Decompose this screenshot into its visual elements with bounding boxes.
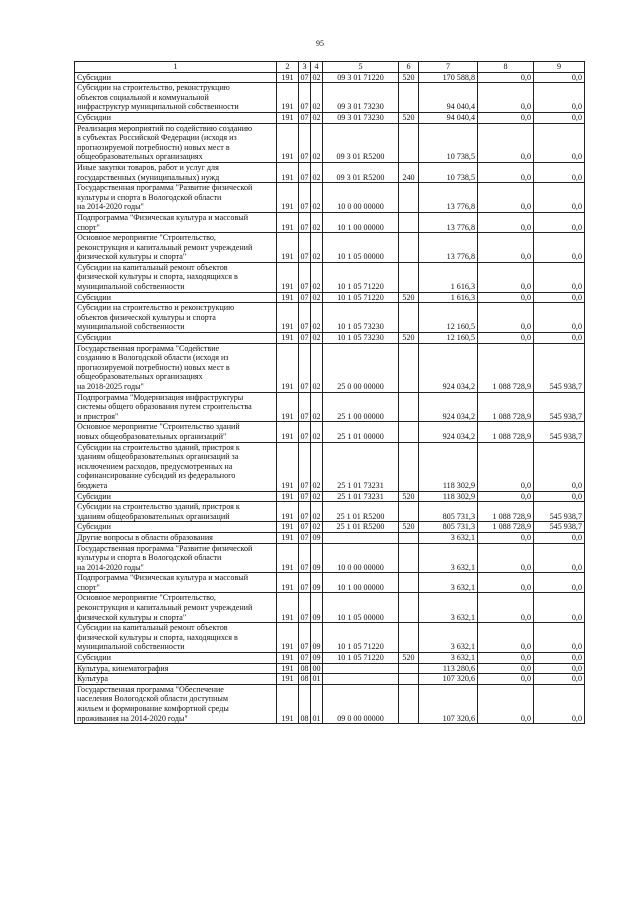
amount-col9-cell: 0,0 bbox=[534, 653, 585, 664]
amount-col7-cell: 13 776,8 bbox=[419, 183, 478, 213]
section-code-cell: 07 bbox=[299, 392, 311, 422]
section-code-cell: 07 bbox=[299, 233, 311, 263]
amount-col9-cell: 0,0 bbox=[534, 72, 585, 83]
target-article-cell bbox=[323, 674, 399, 685]
section-code-cell: 07 bbox=[300, 333, 309, 343]
expense-type-cell bbox=[399, 123, 419, 162]
amount-col7-cell: 118 302,9 bbox=[419, 442, 478, 491]
amount-col8-cell: 0,0 bbox=[478, 623, 534, 653]
column-header: 4 bbox=[311, 62, 323, 73]
page-number: 95 bbox=[316, 39, 324, 48]
admin-code-cell: 191 bbox=[277, 663, 299, 674]
row-name-cell: Субсидии на капитальный ремонт объектов физической культуры и спорта, находящихся в муниципальной собственности bbox=[75, 262, 277, 292]
table-row bbox=[75, 653, 585, 664]
row-name-cell: Подпрограмма "Физическая культура и массовый спорт" bbox=[75, 212, 277, 232]
amount-col7-cell: 1 616,3 bbox=[419, 262, 478, 292]
subsection-code-cell: 02 bbox=[312, 522, 321, 532]
expense-type-cell: 520 bbox=[399, 72, 419, 83]
table-row bbox=[75, 491, 585, 502]
subsection-code-cell: 02 bbox=[311, 123, 323, 162]
admin-code-cell: 191 bbox=[277, 674, 299, 685]
target-article-cell: 10 1 05 73230 bbox=[323, 333, 399, 344]
admin-code-cell: 191 bbox=[277, 112, 299, 123]
row-name-cell: Государственная программа "Развитие физической культуры и спорта в Вологодской области на 2014-2020 годы" bbox=[75, 543, 277, 573]
table-row bbox=[75, 663, 585, 674]
amount-col8-cell: 0,0 bbox=[478, 573, 534, 593]
table-row bbox=[75, 162, 585, 182]
subsection-code-cell: 02 bbox=[311, 502, 323, 522]
subsection-code-cell: 02 bbox=[312, 333, 321, 343]
section-code-cell: 07 bbox=[300, 292, 309, 302]
target-article-cell: 25 1 01 R5200 bbox=[323, 502, 399, 522]
table-row bbox=[75, 522, 585, 533]
admin-code-cell: 191 bbox=[277, 292, 299, 303]
expense-type-cell bbox=[399, 83, 419, 113]
table-row bbox=[75, 623, 585, 653]
amount-col8-cell: 1 088 728,9 bbox=[478, 343, 534, 392]
target-article-cell: 25 1 01 R5200 bbox=[323, 522, 399, 533]
target-article-cell: 09 3 01 73230 bbox=[323, 83, 399, 113]
column-header: 8 bbox=[478, 62, 534, 73]
column-header: 3 bbox=[299, 62, 311, 73]
amount-col8-cell: 0,0 bbox=[478, 262, 534, 292]
amount-col7-cell: 3 632,1 bbox=[419, 543, 478, 573]
subsection-code-cell: 09 bbox=[311, 593, 323, 623]
amount-col9-cell: 0,0 bbox=[534, 674, 585, 685]
amount-col9-cell: 0,0 bbox=[534, 573, 585, 593]
row-name-cell: Подпрограмма "Физическая культура и массовый спорт" bbox=[75, 573, 277, 593]
expense-type-cell bbox=[399, 663, 419, 674]
section-code-cell: 08 bbox=[300, 663, 309, 673]
amount-col9-cell: 545 938,7 bbox=[534, 422, 585, 442]
row-name-cell: Основное мероприятие "Строительство, реконструкция и капитальный ремонт учреждений физической культуры и спорта" bbox=[75, 593, 277, 623]
admin-code-cell: 191 bbox=[277, 83, 299, 113]
amount-col8-cell: 0,0 bbox=[478, 593, 534, 623]
expense-type-cell bbox=[399, 573, 419, 593]
table-row bbox=[75, 684, 585, 723]
subsection-code-cell: 09 bbox=[311, 543, 323, 573]
section-code-cell: 07 bbox=[300, 653, 309, 663]
table-header-row bbox=[75, 62, 585, 73]
subsection-code-cell: 01 bbox=[311, 684, 323, 723]
row-name-cell: Культура, кинематография bbox=[75, 663, 277, 674]
subsection-code-cell: 02 bbox=[311, 83, 323, 113]
table-row bbox=[75, 233, 585, 263]
subsection-code-cell: 02 bbox=[311, 233, 323, 263]
column-header: 5 bbox=[323, 62, 399, 73]
row-name-cell: Субсидии bbox=[75, 653, 277, 664]
amount-col7-cell: 12 160,5 bbox=[419, 333, 478, 344]
amount-col8-cell: 0,0 bbox=[478, 303, 534, 333]
target-article-cell: 25 1 00 00000 bbox=[323, 392, 399, 422]
budget-table bbox=[74, 61, 585, 724]
column-header: 9 bbox=[534, 62, 585, 73]
row-name-cell: Субсидии bbox=[75, 491, 277, 502]
amount-col7-cell: 3 632,1 bbox=[419, 653, 478, 664]
amount-col7-cell: 94 040,4 bbox=[419, 112, 478, 123]
admin-code-cell: 191 bbox=[277, 72, 299, 83]
expense-type-cell bbox=[399, 212, 419, 232]
subsection-code-cell: 09 bbox=[311, 623, 323, 653]
target-article-cell: 25 1 01 73231 bbox=[323, 491, 399, 502]
admin-code-cell: 191 bbox=[277, 684, 299, 723]
amount-col8-cell: 0,0 bbox=[478, 292, 534, 303]
target-article-cell: 25 1 01 00000 bbox=[323, 422, 399, 442]
section-code-cell: 08 bbox=[300, 674, 309, 684]
row-name-cell: Реализация мероприятий по содействию созданию в субъектах Российской Федерации (исходя из прогнозируемой потребности) новых мест в общеобразовательных организациях bbox=[75, 123, 277, 162]
section-code-cell: 07 bbox=[299, 593, 311, 623]
amount-col7-cell: 12 160,5 bbox=[419, 303, 478, 333]
amount-col8-cell: 1 088 728,9 bbox=[478, 392, 534, 422]
subsection-code-cell: 02 bbox=[311, 343, 323, 392]
admin-code-cell: 191 bbox=[277, 333, 299, 344]
table-row bbox=[75, 392, 585, 422]
amount-col7-cell: 94 040,4 bbox=[419, 83, 478, 113]
subsection-code-cell: 02 bbox=[312, 491, 321, 501]
row-name-cell: Другие вопросы в области образования bbox=[75, 532, 277, 543]
amount-col8-cell: 0,0 bbox=[478, 212, 534, 232]
expense-type-cell: 520 bbox=[399, 292, 419, 303]
amount-col9-cell: 545 938,7 bbox=[534, 502, 585, 522]
amount-col9-cell: 545 938,7 bbox=[534, 343, 585, 392]
row-name-cell: Культура bbox=[75, 674, 277, 685]
row-name-cell: Основное мероприятие "Строительство зданий новых общеобразовательных организаций" bbox=[75, 422, 277, 442]
admin-code-cell: 191 bbox=[277, 183, 299, 213]
amount-col7-cell: 13 776,8 bbox=[419, 212, 478, 232]
section-code-cell: 07 bbox=[300, 112, 309, 122]
amount-col7-cell: 113 280,6 bbox=[419, 663, 478, 674]
section-code-cell: 07 bbox=[299, 303, 311, 333]
amount-col9-cell: 545 938,7 bbox=[534, 392, 585, 422]
amount-col7-cell: 3 632,1 bbox=[419, 593, 478, 623]
target-article-cell: 09 3 01 71220 bbox=[323, 72, 399, 83]
amount-col8-cell: 0,0 bbox=[478, 491, 534, 502]
row-name-cell: Государственная программа "Развитие физической культуры и спорта в Вологодской области на 2014-2020 годы" bbox=[75, 183, 277, 213]
amount-col9-cell: 0,0 bbox=[534, 83, 585, 113]
expense-type-cell bbox=[399, 593, 419, 623]
table-row bbox=[75, 123, 585, 162]
admin-code-cell: 191 bbox=[277, 653, 299, 664]
target-article-cell: 10 1 00 00000 bbox=[323, 573, 399, 593]
amount-col7-cell: 3 632,1 bbox=[419, 573, 478, 593]
admin-code-cell: 191 bbox=[277, 573, 299, 593]
subsection-code-cell: 09 bbox=[312, 532, 321, 542]
target-article-cell bbox=[323, 532, 399, 543]
table-row bbox=[75, 292, 585, 303]
amount-col9-cell: 0,0 bbox=[534, 233, 585, 263]
section-code-cell: 07 bbox=[300, 532, 309, 542]
expense-type-cell: 240 bbox=[399, 162, 419, 182]
amount-col7-cell: 3 632,1 bbox=[419, 623, 478, 653]
section-code-cell: 07 bbox=[299, 83, 311, 113]
admin-code-cell: 191 bbox=[277, 543, 299, 573]
section-code-cell: 07 bbox=[300, 491, 309, 501]
amount-col9-cell: 0,0 bbox=[534, 262, 585, 292]
target-article-cell: 10 0 00 00000 bbox=[323, 183, 399, 213]
amount-col9-cell: 0,0 bbox=[534, 333, 585, 344]
section-code-cell: 07 bbox=[299, 183, 311, 213]
amount-col8-cell: 0,0 bbox=[478, 333, 534, 344]
admin-code-cell: 191 bbox=[277, 233, 299, 263]
subsection-code-cell: 00 bbox=[312, 663, 321, 673]
row-name-cell: Субсидии на строительство зданий, пристроя к зданиям общеобразовательных организаций bbox=[75, 502, 277, 522]
table-row bbox=[75, 262, 585, 292]
amount-col8-cell: 0,0 bbox=[478, 123, 534, 162]
subsection-code-cell: 02 bbox=[312, 292, 321, 302]
amount-col9-cell: 0,0 bbox=[534, 442, 585, 491]
amount-col8-cell: 1 088 728,9 bbox=[478, 422, 534, 442]
row-name-cell: Основное мероприятие "Строительство, реконструкция и капитальный ремонт учреждений физической культуры и спорта" bbox=[75, 233, 277, 263]
target-article-cell: 10 1 00 00000 bbox=[323, 212, 399, 232]
expense-type-cell bbox=[399, 543, 419, 573]
table-row bbox=[75, 502, 585, 522]
expense-type-cell: 520 bbox=[399, 112, 419, 123]
amount-col8-cell: 0,0 bbox=[478, 543, 534, 573]
subsection-code-cell: 09 bbox=[312, 653, 321, 663]
amount-col9-cell: 0,0 bbox=[534, 684, 585, 723]
expense-type-cell bbox=[399, 303, 419, 333]
row-name-cell: Субсидии bbox=[75, 292, 277, 303]
amount-col7-cell: 118 302,9 bbox=[419, 491, 478, 502]
target-article-cell: 09 3 01 R5200 bbox=[323, 123, 399, 162]
table-row bbox=[75, 593, 585, 623]
amount-col8-cell: 0,0 bbox=[478, 112, 534, 123]
expense-type-cell: 520 bbox=[399, 491, 419, 502]
admin-code-cell: 191 bbox=[277, 422, 299, 442]
amount-col9-cell: 0,0 bbox=[534, 532, 585, 543]
amount-col9-cell: 0,0 bbox=[534, 112, 585, 123]
admin-code-cell: 191 bbox=[277, 262, 299, 292]
amount-col8-cell: 0,0 bbox=[478, 684, 534, 723]
table-row bbox=[75, 442, 585, 491]
section-code-cell: 07 bbox=[299, 162, 311, 182]
amount-col7-cell: 924 034,2 bbox=[419, 422, 478, 442]
expense-type-cell bbox=[399, 233, 419, 263]
row-name-cell: Субсидии на строительство зданий, пристроя к зданиям общеобразовательных организаций за исключением расходов, предусмотренных на софинансирование субсидий из федерального бюджета bbox=[75, 442, 277, 491]
amount-col7-cell: 3 632,1 bbox=[419, 532, 478, 543]
target-article-cell: 10 1 05 71220 bbox=[323, 292, 399, 303]
amount-col9-cell: 0,0 bbox=[534, 491, 585, 502]
amount-col9-cell: 0,0 bbox=[534, 292, 585, 303]
amount-col7-cell: 1 616,3 bbox=[419, 292, 478, 303]
amount-col7-cell: 170 588,8 bbox=[419, 72, 478, 83]
expense-type-cell: 520 bbox=[399, 522, 419, 533]
expense-type-cell bbox=[399, 684, 419, 723]
section-code-cell: 07 bbox=[299, 343, 311, 392]
column-header: 6 bbox=[399, 62, 419, 73]
expense-type-cell bbox=[399, 392, 419, 422]
target-article-cell: 10 1 05 71220 bbox=[323, 262, 399, 292]
target-article-cell: 10 1 05 00000 bbox=[323, 593, 399, 623]
table-row bbox=[75, 343, 585, 392]
expense-type-cell: 520 bbox=[399, 653, 419, 664]
row-name-cell: Субсидии на строительство и реконструкцию объектов физической культуры и спорта муниципальной собственности bbox=[75, 303, 277, 333]
expense-type-cell bbox=[399, 623, 419, 653]
target-article-cell: 10 1 05 00000 bbox=[323, 233, 399, 263]
table-row bbox=[75, 674, 585, 685]
subsection-code-cell: 02 bbox=[311, 183, 323, 213]
subsection-code-cell: 02 bbox=[311, 442, 323, 491]
amount-col7-cell: 805 731,3 bbox=[419, 502, 478, 522]
row-name-cell: Субсидии bbox=[75, 333, 277, 344]
section-code-cell: 07 bbox=[299, 543, 311, 573]
expense-type-cell bbox=[399, 183, 419, 213]
amount-col8-cell: 0,0 bbox=[478, 442, 534, 491]
amount-col8-cell: 0,0 bbox=[478, 72, 534, 83]
row-name-cell: Субсидии на строительство, реконструкцию объектов социальной и коммунальной инфраструктур муниципальной собственности bbox=[75, 83, 277, 113]
target-article-cell bbox=[323, 663, 399, 674]
amount-col8-cell: 0,0 bbox=[478, 663, 534, 674]
row-name-cell: Субсидии bbox=[75, 72, 277, 83]
amount-col9-cell: 0,0 bbox=[534, 593, 585, 623]
amount-col8-cell: 1 088 728,9 bbox=[478, 522, 534, 533]
column-header: 7 bbox=[419, 62, 478, 73]
table-row bbox=[75, 532, 585, 543]
expense-type-cell bbox=[399, 343, 419, 392]
expense-type-cell bbox=[399, 422, 419, 442]
subsection-code-cell: 02 bbox=[311, 303, 323, 333]
section-code-cell: 08 bbox=[299, 684, 311, 723]
row-name-cell: Субсидии на капитальный ремонт объектов физической культуры и спорта, находящихся в муниципальной собственности bbox=[75, 623, 277, 653]
expense-type-cell bbox=[399, 442, 419, 491]
target-article-cell: 10 1 05 71220 bbox=[323, 653, 399, 664]
amount-col7-cell: 924 034,2 bbox=[419, 343, 478, 392]
section-code-cell: 07 bbox=[299, 573, 311, 593]
admin-code-cell: 191 bbox=[277, 623, 299, 653]
row-name-cell: Государственная программа "Обеспечение населения Вологодской области доступным жильем и формирование комфортной среды проживания на 2014-2020 годы" bbox=[75, 684, 277, 723]
admin-code-cell: 191 bbox=[277, 442, 299, 491]
section-code-cell: 07 bbox=[299, 623, 311, 653]
amount-col9-cell: 0,0 bbox=[534, 183, 585, 213]
target-article-cell: 09 0 00 00000 bbox=[323, 684, 399, 723]
subsection-code-cell: 02 bbox=[312, 112, 321, 122]
row-name-cell: Иные закупки товаров, работ и услуг для государственных (муниципальных) нужд bbox=[75, 162, 277, 182]
section-code-cell: 07 bbox=[299, 502, 311, 522]
admin-code-cell: 191 bbox=[277, 522, 299, 533]
section-code-cell: 07 bbox=[299, 442, 311, 491]
admin-code-cell: 191 bbox=[277, 593, 299, 623]
target-article-cell: 10 1 05 73230 bbox=[323, 303, 399, 333]
amount-col8-cell: 0,0 bbox=[478, 653, 534, 664]
amount-col9-cell: 0,0 bbox=[534, 303, 585, 333]
table-row bbox=[75, 83, 585, 113]
table-row bbox=[75, 573, 585, 593]
amount-col7-cell: 924 034,2 bbox=[419, 392, 478, 422]
admin-code-cell: 191 bbox=[277, 123, 299, 162]
target-article-cell: 25 1 01 73231 bbox=[323, 442, 399, 491]
table-row bbox=[75, 212, 585, 232]
amount-col9-cell: 0,0 bbox=[534, 663, 585, 674]
table-row bbox=[75, 183, 585, 213]
amount-col8-cell: 0,0 bbox=[478, 183, 534, 213]
subsection-code-cell: 02 bbox=[311, 392, 323, 422]
amount-col8-cell: 1 088 728,9 bbox=[478, 502, 534, 522]
subsection-code-cell: 02 bbox=[311, 162, 323, 182]
subsection-code-cell: 09 bbox=[311, 573, 323, 593]
admin-code-cell: 191 bbox=[277, 343, 299, 392]
amount-col9-cell: 545 938,7 bbox=[534, 522, 585, 533]
expense-type-cell bbox=[399, 674, 419, 685]
section-code-cell: 07 bbox=[299, 212, 311, 232]
subsection-code-cell: 02 bbox=[311, 212, 323, 232]
section-code-cell: 07 bbox=[299, 422, 311, 442]
admin-code-cell: 191 bbox=[277, 532, 299, 543]
amount-col8-cell: 0,0 bbox=[478, 83, 534, 113]
admin-code-cell: 191 bbox=[277, 303, 299, 333]
admin-code-cell: 191 bbox=[277, 212, 299, 232]
amount-col7-cell: 13 776,8 bbox=[419, 233, 478, 263]
amount-col9-cell: 0,0 bbox=[534, 623, 585, 653]
expense-type-cell bbox=[399, 532, 419, 543]
admin-code-cell: 191 bbox=[277, 162, 299, 182]
amount-col9-cell: 0,0 bbox=[534, 123, 585, 162]
section-code-cell: 07 bbox=[300, 522, 309, 532]
amount-col7-cell: 805 731,3 bbox=[419, 522, 478, 533]
subsection-code-cell: 02 bbox=[311, 422, 323, 442]
table-row bbox=[75, 72, 585, 83]
section-code-cell: 07 bbox=[299, 262, 311, 292]
admin-code-cell: 191 bbox=[277, 392, 299, 422]
row-name-cell: Субсидии bbox=[75, 522, 277, 533]
table-row bbox=[75, 333, 585, 344]
amount-col7-cell: 10 738,5 bbox=[419, 123, 478, 162]
amount-col7-cell: 10 738,5 bbox=[419, 162, 478, 182]
target-article-cell: 09 3 01 73230 bbox=[323, 112, 399, 123]
amount-col9-cell: 0,0 bbox=[534, 212, 585, 232]
table-row bbox=[75, 303, 585, 333]
column-header: 1 bbox=[75, 62, 277, 73]
expense-type-cell: 520 bbox=[399, 333, 419, 344]
table-row bbox=[75, 422, 585, 442]
amount-col8-cell: 0,0 bbox=[478, 233, 534, 263]
subsection-code-cell: 02 bbox=[311, 262, 323, 292]
section-code-cell: 07 bbox=[299, 123, 311, 162]
amount-col7-cell: 107 320,6 bbox=[419, 684, 478, 723]
amount-col7-cell: 107 320,6 bbox=[419, 674, 478, 685]
admin-code-cell: 191 bbox=[277, 502, 299, 522]
row-name-cell: Подпрограмма "Модернизация инфраструктуры системы общего образования путем строительства и пристроя" bbox=[75, 392, 277, 422]
table-row bbox=[75, 112, 585, 123]
target-article-cell: 10 0 00 00000 bbox=[323, 543, 399, 573]
column-header: 2 bbox=[277, 62, 299, 73]
table-row bbox=[75, 543, 585, 573]
subsection-code-cell: 01 bbox=[312, 674, 321, 684]
admin-code-cell: 191 bbox=[277, 491, 299, 502]
section-code-cell: 07 bbox=[300, 72, 309, 82]
row-name-cell: Субсидии bbox=[75, 112, 277, 123]
target-article-cell: 25 0 00 00000 bbox=[323, 343, 399, 392]
subsection-code-cell: 02 bbox=[312, 72, 321, 82]
amount-col9-cell: 0,0 bbox=[534, 543, 585, 573]
amount-col9-cell: 0,0 bbox=[534, 162, 585, 182]
target-article-cell: 09 3 01 R5200 bbox=[323, 162, 399, 182]
amount-col8-cell: 0,0 bbox=[478, 532, 534, 543]
expense-type-cell bbox=[399, 502, 419, 522]
expense-type-cell bbox=[399, 262, 419, 292]
target-article-cell: 10 1 05 71220 bbox=[323, 623, 399, 653]
amount-col8-cell: 0,0 bbox=[478, 674, 534, 685]
amount-col8-cell: 0,0 bbox=[478, 162, 534, 182]
row-name-cell: Государственная программа "Содействие созданию в Вологодской области (исходя из прогнозируемой потребности) новых мест в общеобразовательных организациях на 2018-2025 годы" bbox=[75, 343, 277, 392]
